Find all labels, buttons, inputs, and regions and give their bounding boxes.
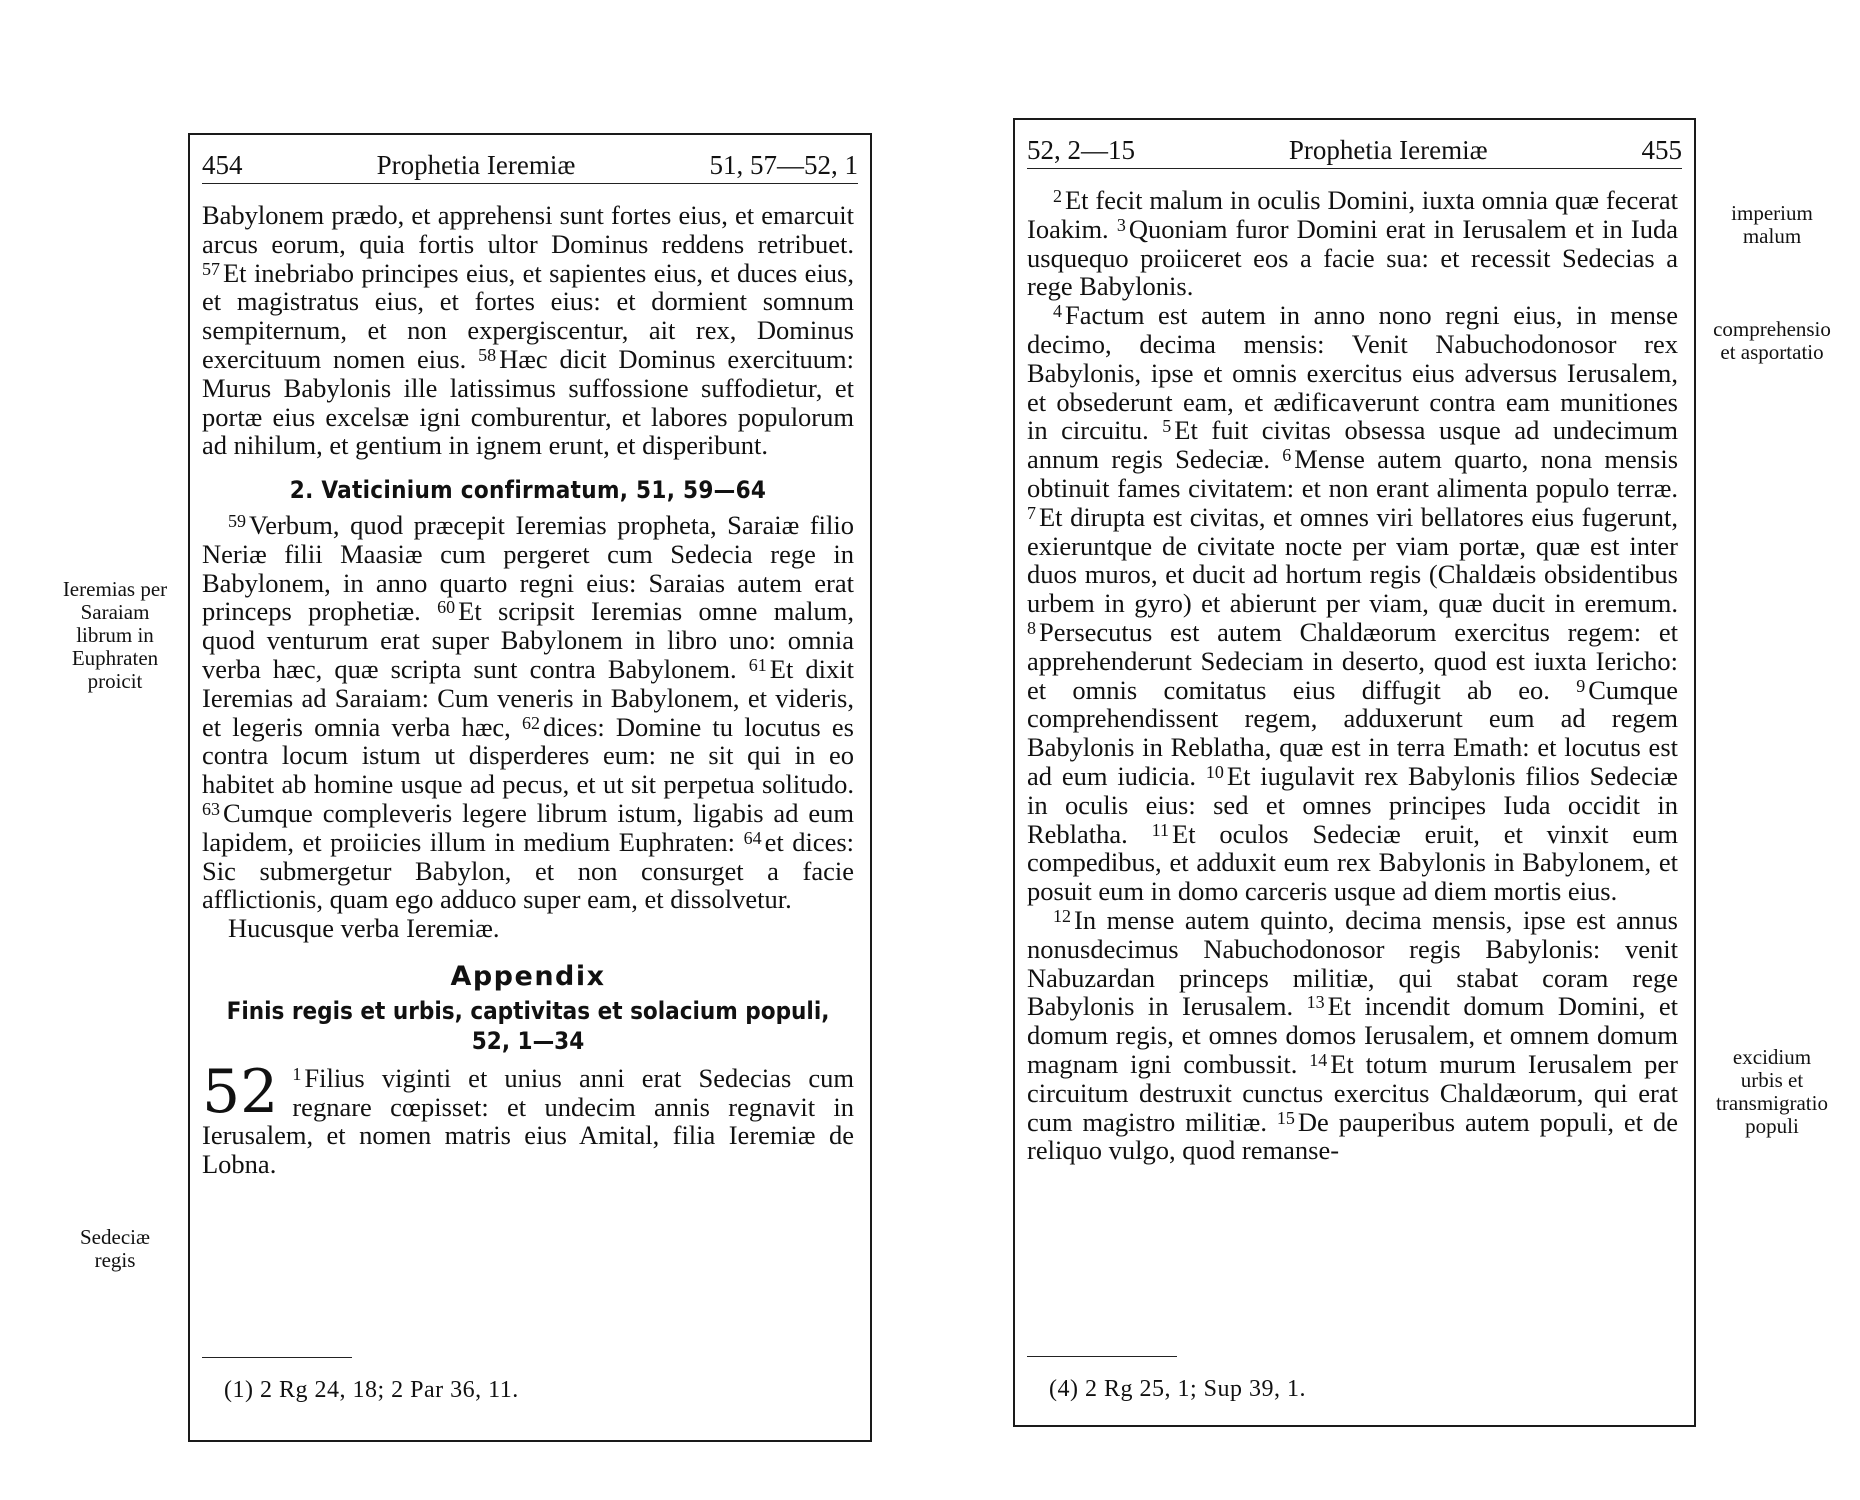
- verse-number: 11: [1151, 819, 1170, 840]
- verse-number: 3: [1116, 214, 1126, 235]
- verse-2: Et fecit malum in oculis Domini, iuxta omnia quæ fecerat Ioakim.: [1027, 185, 1678, 244]
- right-paragraph-1: [1027, 186, 1678, 301]
- appendix-subtitle: [202, 996, 854, 1056]
- right-paragraph-3: [1027, 906, 1678, 1165]
- left-body-text: [202, 201, 854, 1179]
- verse-57: Et inebriabo principes eius, et sapientes eius, et duces eius, et magistratus eius, et fortes eius: et dormient somnum sempiternum, et non expergiscentur, ait rex, Dominus exercituum nomen eius.: [202, 257, 854, 374]
- verse-62: dices: Domine tu locutus es contra locum istum ut disperderes eum: ne sit qui in eo habitet ab homine usque ad pecus, et ut sit perpetua solitudo.: [202, 711, 854, 800]
- left-running-head: [202, 147, 858, 184]
- verse-3: Quoniam furor Domini erat in Ierusalem et in Iuda usquequo proiiceret eos a facie sua: et recessit Sedecias a rege Babylonis.: [1027, 213, 1678, 302]
- margin-note-imperium-text: imperium malum: [1731, 201, 1813, 248]
- verse-8: Persecutus est autem Chaldæorum exercitus regem: et apprehenderunt Sedeciam in deserto, quod est iuxta Iericho: et omnis comitatus eius diffugit ab eo.: [1027, 616, 1678, 705]
- verse-number: 2: [1053, 186, 1062, 206]
- verse-number: 14: [1309, 1049, 1328, 1070]
- verse-number: 5: [1162, 416, 1172, 437]
- verse-number: 62: [521, 712, 540, 733]
- verse-59: Verbum, quod præcepit Ieremias propheta, Saraiæ filio Neriæ filii Maasiæ cum pergeret cum Sedecia rege in Babylonem, in anno quarto regni eius: Saraias autem erat princeps prophetiæ.: [202, 509, 854, 627]
- verse-1: Filius viginti et unius anni erat Sedecias cum regnare cœpisset: et undecim annis regnavit in Ierusalem, et nomen matris eius Amital, filia Ieremiæ de Lobna.: [202, 1062, 854, 1180]
- right-page: [1013, 118, 1696, 1427]
- intro-text: Babylonem prædo, et apprehensi sunt fortes eius, et emarcuit arcus eorum, quia fortis ultor Dominus reddens retribuet.: [202, 200, 854, 259]
- verse-number: 13: [1306, 992, 1325, 1013]
- right-footnote: (4) 2 Rg 25, 1; Sup 39, 1.: [1049, 1376, 1307, 1402]
- appendix-title: Appendix: [450, 960, 606, 992]
- verse-number: 7: [1027, 502, 1036, 523]
- verse-63: Cumque compleveris legere librum istum, ligabis ad eum lapidem, et proiicies illum in medium Euphraten:: [202, 797, 854, 857]
- verse-14: Et totum murum Ierusalem per circuitum destruxit cunctus exercitus Chaldæorum, qui erat cum magistro militiæ.: [1027, 1048, 1679, 1137]
- verse-number: 1: [292, 1063, 302, 1084]
- left-footnote: (1) 2 Rg 24, 18; 2 Par 36, 11.: [224, 1377, 519, 1403]
- right-paragraph-2: [1027, 301, 1678, 906]
- verse-number: 64: [743, 827, 762, 848]
- verse-number: 4: [1053, 301, 1062, 322]
- left-running-title: Prophetia Ieremiæ: [376, 149, 576, 180]
- left-footnote-rule: [202, 1357, 352, 1358]
- section-heading: 2. Vaticinium confirmatum, 51, 59—64: [289, 476, 767, 505]
- chapter-number: 52: [202, 1056, 279, 1127]
- margin-note-sedecias: [60, 1226, 170, 1272]
- verse-number: 61: [748, 654, 767, 675]
- margin-note-sedecias-text: Sedeciæ regis: [80, 1225, 150, 1272]
- verse-15: De pauperibus autem populi, et de reliquo vulgo, quod remanse-: [1027, 1106, 1678, 1166]
- verse-number: 10: [1205, 761, 1224, 782]
- verse-10: Et iugulavit rex Babylonis filios Sedeciæ in oculis eius: sed et omnes principes Iuda occidit in Reblatha.: [1027, 760, 1678, 849]
- verse-58: Hæc dicit Dominus exercituum: Murus Babylonis ille latissimus suffossione suffodietur, et portæ eius excelsæ igni comburentur, et labores populorum ad nihilum, et gentium in ignem erunt, et disperibunt.: [202, 343, 854, 461]
- verse-number: 63: [202, 798, 220, 819]
- verse-number: 57: [202, 258, 220, 279]
- left-page-number: 454: [202, 149, 243, 180]
- verse-6: Mense autem quarto, nona mensis obtinuit fames civitatem: et non erant alimenta populo terræ.: [1027, 444, 1679, 503]
- appendix-subtitle-line-2: 52, 1—34: [471, 1026, 585, 1055]
- verse-number: 8: [1027, 617, 1036, 638]
- left-paragraph-2: [202, 511, 854, 914]
- verse-13: Et incendit domum Domini, et domum regis, et omnes domos Ierusalem, et omnem domum magnam igni combussit.: [1027, 991, 1679, 1079]
- left-paragraph-1: [202, 201, 854, 460]
- verse-9: Cumque comprehendissent regem, adduxerunt eum ad regem Babylonis in Reblatha, quæ est in terra Emath: et locutus est ad eum iudicia.: [1027, 674, 1679, 791]
- right-footnote-rule: [1027, 1356, 1177, 1357]
- margin-note-excidium: [1712, 1046, 1832, 1138]
- closing-line: Hucusque verba Ieremiæ.: [228, 913, 500, 944]
- right-running-title: Prophetia Ieremiæ: [1288, 134, 1488, 165]
- margin-note-excidium-text: excidium urbis et transmigratio populi: [1716, 1045, 1828, 1138]
- right-body-text: [1027, 186, 1678, 1165]
- margin-note-comprehensio-text: comprehensio et asportatio: [1713, 317, 1831, 364]
- right-verse-range: 52, 2—15: [1027, 134, 1135, 165]
- verse-number: 15: [1276, 1107, 1295, 1128]
- left-page: [188, 133, 872, 1442]
- verse-61: Et dixit Ieremias ad Saraiam: Cum veneris in Babylonem, et videris, et legeris omnia verba hæc,: [202, 653, 855, 742]
- verse-number: 12: [1053, 905, 1071, 926]
- margin-note-imperium: [1712, 202, 1832, 248]
- verse-4: Factum est autem in anno nono regni eius, in mense decimo, decima mensis: Venit Nabuchodonosor rex Babylonis, ipse et omnis exercitus eius adversus Ierusalem, et obsederunt eam, et ædificaverunt contra eam munitiones in circuitu.: [1027, 300, 1678, 446]
- verse-12: In mense autem quinto, decima mensis, ipse est annus nonusdecimus Nabuchodonosor regis Babylonis: venit Nabuzardan princeps militiæ, qui stabat coram rege Babylonis in Ierusalem.: [1027, 904, 1678, 1022]
- chapter-52-opening: [202, 1056, 854, 1180]
- verse-number: 6: [1282, 445, 1292, 466]
- margin-note-comprehensio: [1712, 318, 1832, 364]
- verse-number: 58: [478, 344, 497, 365]
- left-verse-range: 51, 57—52, 1: [709, 149, 858, 180]
- right-running-head: [1027, 132, 1682, 169]
- verse-11: Et oculos Sedeciæ eruit, et vinxit eum compedibus, et adduxit eum rex Babylonis in Babylonem, et posuit eum in domo carceris usque ad diem mortis eius.: [1027, 818, 1678, 907]
- verse-number: 59: [228, 510, 246, 531]
- verse-7: Et dirupta est civitas, et omnes viri bellatores eius fugerunt, exieruntque de civitate nocte per viam portæ, quæ est inter duos muros, et ducit ad hortum regis (Chaldæis obsidentibus urbem in gyro) et abierunt per viam, quæ ducit in eremum.: [1027, 501, 1678, 619]
- right-page-number: 455: [1641, 134, 1682, 165]
- appendix-subtitle-line-1: Finis regis et urbis, captivitas et solacium populi,: [226, 996, 830, 1025]
- margin-note-saraias: [60, 578, 170, 693]
- verse-number: 9: [1576, 675, 1586, 696]
- margin-note-saraias-text: Ieremias per Saraiam librum in Euphraten proicit: [62, 577, 168, 693]
- verse-5: Et fuit civitas obsessa usque ad undecimum annum regis Sedeciæ.: [1027, 415, 1678, 475]
- verse-64: et dices: Sic submergetur Babylon, et non consurget a facie afflictionis, quam ego adduco super eam, et dissolvetur.: [202, 826, 855, 915]
- verse-number: 60: [437, 597, 456, 618]
- verse-60: Et scripsit Ieremias omne malum, quod venturum erat super Babylonem in libro uno: omnia verba hæc, quæ scripta sunt contra Babylonem.: [202, 596, 855, 684]
